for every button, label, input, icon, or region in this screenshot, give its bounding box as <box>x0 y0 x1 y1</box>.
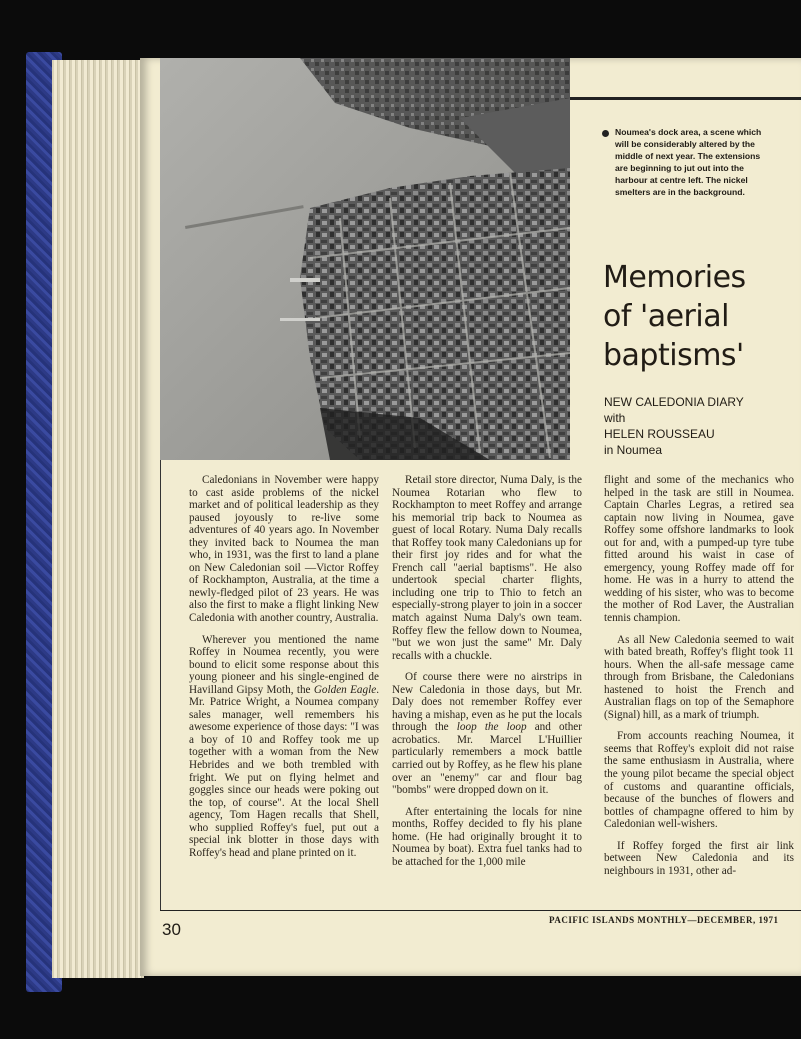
paragraph <box>189 634 379 860</box>
column-rule <box>160 460 161 910</box>
text-span: . Mr. Patrice Wright, a Noumea company sales manager, well remembers his awesome experience of those days: "I was a boy of 10 and Roffey took me up together with a woman from the New Hebrides and we both trembled with fright. We put on flying helmet and goggles since our heads were poking out the top, of course". At the local Shell agency, Tom Hagen recalls that Shell, who supplied Roffey's fuel, put out a special ink blotter in those days with Roffey's head and plane printed on it. <box>189 683 379 859</box>
headline-line: Memories <box>603 260 746 295</box>
headline-line: baptisms' <box>603 338 744 373</box>
photo-caption: Noumea's dock area, a scene which will be considerably altered by the middle of next year. The extensions are beginning to jut out into the harbour at centre left. The nickel smelters are in the background. <box>615 127 762 197</box>
running-footer: PACIFIC ISLANDS MONTHLY—DECEMBER, 1971 <box>549 915 779 925</box>
byline-line: NEW CALEDONIA DIARY <box>604 395 744 409</box>
byline <box>604 394 794 458</box>
byline-line: in Noumea <box>604 443 663 457</box>
aerial-photo <box>160 58 570 460</box>
paragraph: Retail store director, Numa Daly, is the Noumea Rotarian who flew to Rockhampton to meet Roffey and arrange his memorial trip back to Noumea as guest of local Rotary. Numa Daly recalls that Roffey took many Caledonians up for their first joy rides and for what the French call "aerial baptisms". He also undertook special charter flights, including one trip to Thio to fetch an especially-strong player to join in a soccer match against Numa Daly's own team. Roffey flew the fellow down to Noumea, "but we won just the same" Mr. Daly recalls with a chuckle. <box>392 474 582 662</box>
byline-line: HELEN ROUSSEAU <box>604 427 715 441</box>
column-2 <box>392 474 582 877</box>
italic-text: loop the loop <box>456 721 527 734</box>
text-span: and other acrobatics. Mr. Marcel L'Huillier particularly remembers a mock battle carried out by Roffey, as he flew his plane over an "enemy" car and flour bag "bombs" were dropped down on it. <box>392 721 582 797</box>
paragraph: Caledonians in November were happy to cast aside problems of the nickel market and of political leadership as they paused joyously to re-live some adventures of 40 years ago. In November they invited back to Noumea the man who, in 1931, was the first to land a plane on New Caledonian soil —Victor Roffey of Rockhampton, Australia, at the time a newly-fledged pilot of 23 years. He was also the first to make a flight linking New Caledonia with another country, Australia. <box>189 474 379 625</box>
headline <box>603 258 793 375</box>
paragraph <box>392 671 582 796</box>
column-1 <box>189 474 379 868</box>
top-rule <box>570 97 801 100</box>
paragraph: As all New Caledonia seemed to wait with bated breath, Roffey's flight took 11 hours. When the all-safe message came through from Brisbane, the Caledonians hastened to hoist the French and Australian flags on top of the Semaphore (Signal) hill, as a mark of triumph. <box>604 633 794 721</box>
paragraph: flight and some of the mechanics who helped in the task are still in Noumea. Captain Charles Legras, a retired sea captain now living in Noumea, gave Roffey some offshore landmarks to look out for and, with a pumped-up tyre tube fitted around his waist in case of emergency, young Roffey made off for home. He was in a hurry to attend the wedding of his sister, who was to become the mother of Rod Laver, the Australian tennis champion. <box>604 474 794 625</box>
paragraph: After entertaining the locals for nine months, Roffey decided to fly his plane home. (He had originally brought it to Noumea by boat). Extra fuel tanks had to be attached for the 1,000 mile <box>392 805 582 868</box>
paragraph: From accounts reaching Noumea, it seems that Roffey's exploit did not raise the same enthusiasm in Australia, where the young pilot became the special object of customs and quarantine officials, because of the bunches of flowers and bottles of champagne offered to him by Caledonian well-wishers. <box>604 730 794 831</box>
byline-line: with <box>604 411 626 425</box>
column-3 <box>604 474 794 886</box>
text-span: Wherever you mentioned the name Roffey in Noumea recently, you were bound to elicit some response about this young pioneer and his single-engined de Havilland Gipsy Moth, the <box>189 633 379 696</box>
headline-line: of 'aerial <box>603 299 729 334</box>
caption-bullet <box>602 130 609 137</box>
text-span: Of course there were no airstrips in New Caledonia in those days, but Mr. Daly does not remember Roffey ever having a mishap, even as he put the locals through the <box>392 671 582 734</box>
italic-text: Golden Eagle <box>313 683 377 696</box>
page-edges <box>52 60 144 978</box>
footer-rule <box>160 910 801 911</box>
page-number: 30 <box>162 920 181 939</box>
paragraph: If Roffey forged the first air link between New Caledonia and its neighbours in 1931, other ad- <box>604 839 794 877</box>
